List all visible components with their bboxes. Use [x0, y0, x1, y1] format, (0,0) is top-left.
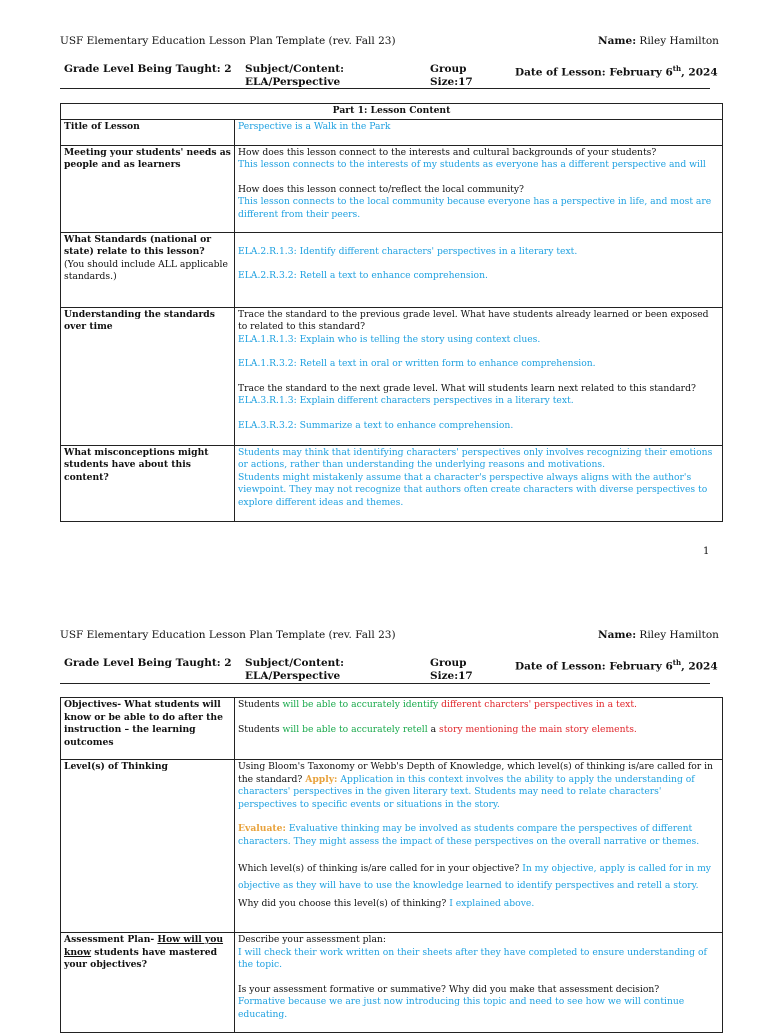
lesson-content-table — [60, 103, 723, 522]
previous-grade-question: Trace the standard to the previous grade level. What have students already learned or been exposed to related to this standard? — [238, 308, 709, 332]
misconception-2: Students might mistakenly assume that a character's perspective always aligns with the author's viewpoint. They may not recognize that authors often create characters with diverse perspectives to explore different ideas and themes. — [238, 471, 708, 508]
subject-value: ELA/Perspective — [245, 669, 341, 682]
template-title: USF Elementary Education Lesson Plan Template (rev. Fall 23) — [60, 629, 396, 641]
standard-2: ELA.2.R.3.2: Retell a text to enhance comprehension. — [238, 270, 488, 281]
date-month: February 6 — [609, 660, 673, 673]
objectives-label: Objectives- What students will know or be able to do after the instruction – the learning outcomes — [61, 698, 235, 760]
needs-answer-2: This lesson connects to the local community because everyone has a perspective in life, and most are different from their peers. — [238, 196, 712, 220]
needs-question-2: How does this lesson connect to/reflect the local community? — [238, 183, 524, 195]
date-label: Date of Lesson: — [515, 660, 606, 673]
page-2 — [0, 600, 768, 1024]
needs-answer-1: This lesson connects to the interests of my students as everyone has a different perspective and will — [238, 159, 706, 170]
name-label: Name: — [598, 629, 637, 641]
over-time-label: Understanding the standards over time — [61, 307, 235, 445]
assessment-label: Assessment Plan- How will you know students have mastered your objectives? — [61, 933, 235, 1033]
header-rule — [60, 88, 710, 89]
assessment-answer-2: Formative because we are just now introducing this topic and need to see how we will continue educating. — [238, 996, 685, 1020]
date-year: , 2024 — [681, 660, 718, 673]
date-suffix: th — [672, 658, 682, 667]
grade-level: Grade Level Being Taught: 2 — [64, 63, 232, 75]
grade-level: Grade Level Being Taught: 2 — [64, 657, 232, 669]
name-label: Name: — [598, 35, 637, 47]
page-number: 1 — [703, 546, 710, 557]
name-value: Riley Hamilton — [639, 629, 719, 641]
misconceptions-cell — [235, 445, 723, 521]
group-size — [430, 63, 473, 88]
template-title: USF Elementary Education Lesson Plan Template (rev. Fall 23) — [60, 35, 396, 47]
subject-value: ELA/Perspective — [245, 75, 341, 88]
assessment-question-1: Describe your assessment plan: — [238, 934, 386, 945]
thinking-question: Using Bloom's Taxonomy or Webb's Depth of Knowledge, which level(s) of thinking is/are called for in the standard? Apply: Application in this context involves the ability to apply the understanding of characters' perspectives in the given literary text. Students may need to relate characters' perspectives to specific events or situations in the story. — [238, 761, 713, 810]
objectives-cell — [235, 698, 723, 760]
student-name — [598, 35, 719, 47]
objectives-table — [60, 697, 723, 1033]
assessment-cell — [235, 933, 723, 1033]
name-value: Riley Hamilton — [639, 35, 719, 47]
date-year: , 2024 — [681, 66, 718, 79]
next-standard-1: ELA.3.R.1.3: Explain different characters perspectives in a literary text. — [238, 395, 574, 406]
standards-note: (You should include ALL applicable standards.) — [64, 258, 228, 282]
objective-2: Students will be able to accurately retell a story mentioning the main story elements. — [238, 723, 637, 735]
lesson-date — [515, 63, 718, 79]
needs-cell — [235, 145, 723, 232]
why-thinking: Why did you choose this level(s) of thinking? I explained above. — [238, 898, 535, 909]
thinking-label: Level(s) of Thinking — [61, 760, 235, 933]
group-size-value: Size:17 — [430, 75, 473, 88]
standards-cell — [235, 232, 723, 307]
previous-standard-2: ELA.1.R.3.2: Retell a text in oral or written form to enhance comprehension. — [238, 358, 596, 369]
header-rule — [60, 683, 710, 684]
needs-label: Meeting your students' needs as people and as learners — [61, 145, 235, 232]
assessment-answer-1: I will check their work written on their sheets after they have completed to ensure understanding of the topic. — [238, 946, 707, 970]
date-month: February 6 — [609, 66, 673, 79]
student-name — [598, 629, 719, 641]
previous-standard-1: ELA.1.R.1.3: Explain who is telling the story using context clues. — [238, 333, 541, 345]
next-standard-2: ELA.3.R.3.2: Summarize a text to enhance comprehension. — [238, 419, 514, 431]
date-label: Date of Lesson: — [515, 66, 606, 79]
subject-content — [245, 63, 344, 88]
over-time-cell — [235, 307, 723, 445]
subject-content — [245, 657, 344, 682]
date-suffix: th — [672, 64, 682, 73]
subject-label: Subject/Content: — [245, 657, 345, 669]
group-label: Group — [430, 657, 467, 669]
thinking-cell — [235, 760, 723, 933]
group-size — [430, 657, 473, 682]
title-label: Title of Lesson — [61, 119, 235, 145]
group-size-value: Size:17 — [430, 669, 473, 682]
objective-1: Students will be able to accurately identify different charcters' perspectives in a text. — [238, 699, 637, 710]
standards-label-cell — [61, 232, 235, 307]
lesson-date — [515, 657, 718, 673]
standard-1: ELA.2.R.1.3: Identify different characters' perspectives in a literary text. — [238, 245, 578, 257]
group-label: Group — [430, 63, 467, 75]
section-title: Part 1: Lesson Content — [61, 104, 723, 120]
next-grade-question: Trace the standard to the next grade level. What will students learn next related to this standard? — [238, 382, 696, 394]
title-value: Perspective is a Walk in the Park — [235, 119, 723, 145]
assessment-question-2: Is your assessment formative or summative? Why did you make that assessment decision? — [238, 983, 660, 995]
misconception-1: Students may think that identifying characters' perspectives only involves recognizing their emotions or actions, rather than understanding the underlying reasons and motivations. — [238, 446, 713, 470]
subject-label: Subject/Content: — [245, 63, 345, 75]
standards-label: What Standards (national or state) relate to this lesson? — [64, 233, 212, 257]
evaluate-answer: Evaluate: Evaluative thinking may be involved as students compare the perspectives of different characters. They might assess the impact of these perspectives on the overall narrative or themes. — [238, 823, 700, 847]
objective-thinking: Which level(s) of thinking is/are called for in your objective? In my objective, apply is called for in my objective as they will have to use the knowledge learned to identify perspectives and retell a story. — [238, 863, 711, 891]
misconceptions-label: What misconceptions might students have about this content? — [61, 445, 235, 521]
needs-question-1: How does this lesson connect to the interests and cultural backgrounds of your students? — [238, 146, 657, 158]
